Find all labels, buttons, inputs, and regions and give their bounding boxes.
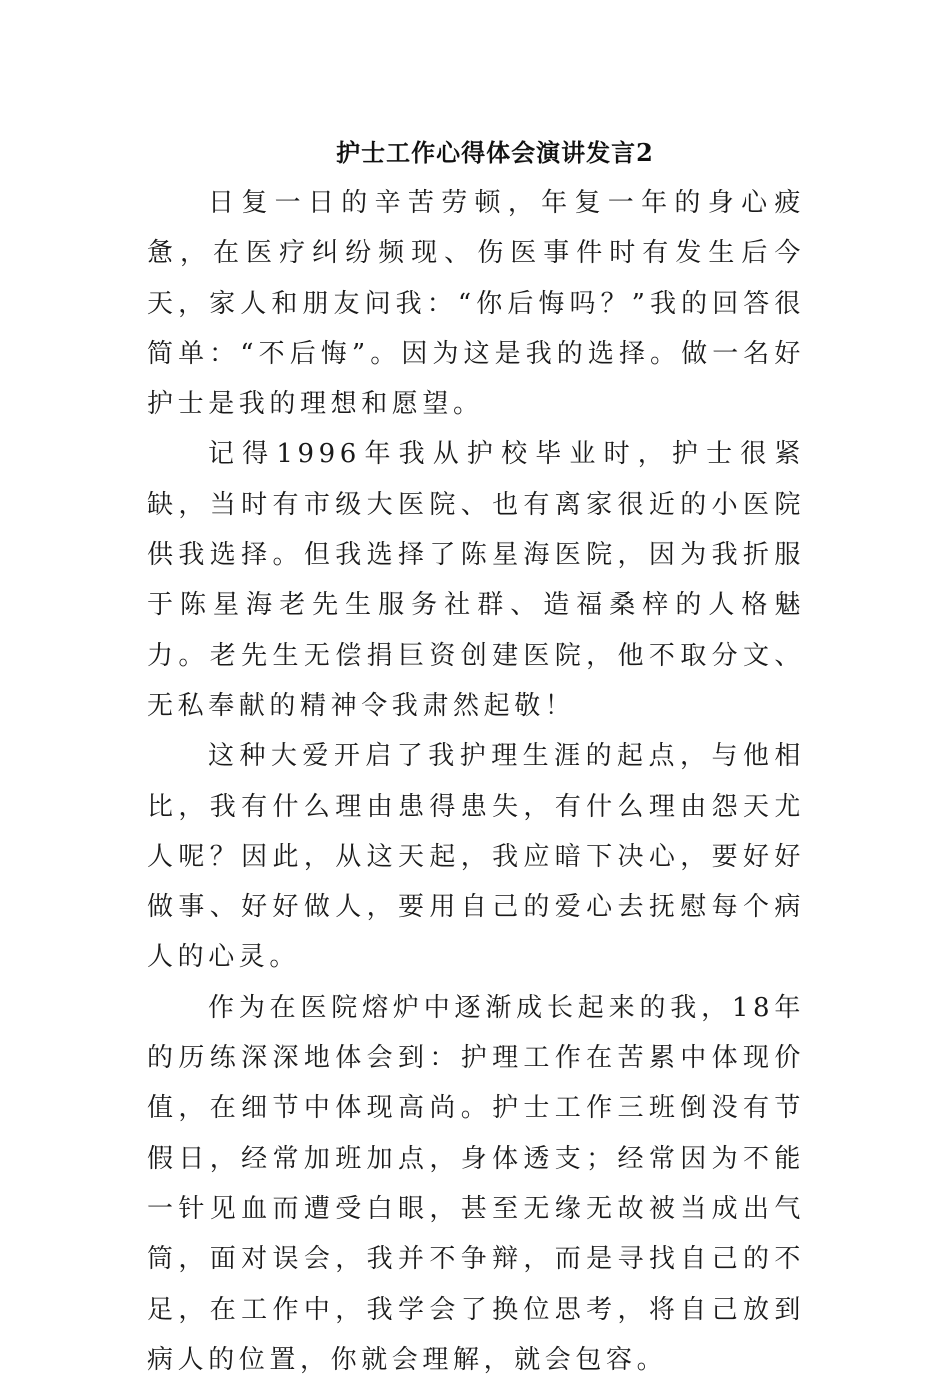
document-title: 护士工作心得体会演讲发言2 (336, 138, 654, 167)
paragraph-4: 作为在医院熔炉中逐渐成长起来的我，18年的历练深深地体会到：护理工作在苦累中体现价值，在细节中体现高尚。护士工作三班倒没有节假日，经常加班加点，身体透支；经常因为不能一针见血而遭受白眼，甚至无缘无故被当成出气筒，面对误会，我并不争辩，而是寻找自己的不足，在工作中，我学会了换位思考，将自己放到病人的位置，你就会理解，就会包容。 (147, 992, 805, 1375)
paragraph-3: 这种大爱开启了我护理生涯的起点，与他相比，我有什么理由患得患失，有什么理由怨天尤人呢？因此，从这天起，我应暗下决心，要好好做事、好好做人，要用自己的爱心去抚慰每个病人的心灵。 (147, 741, 805, 973)
paragraph-1: 日复一日的辛苦劳顿，年复一年的身心疲惫，在医疗纠纷频现、伤医事件时有发生后今天，家人和朋友问我：“你后悔吗？”我的回答很简单：“不后悔”。因为这是我的选择。做一名好护士是我的理想和愿望。 (147, 188, 805, 420)
document-body (147, 178, 805, 1385)
paragraph-2: 记得1996年我从护校毕业时，护士很紧缺，当时有市级大医院、也有离家很近的小医院供我选择。但我选择了陈星海医院，因为我折服于陈星海老先生服务社群、造福桑梓的人格魅力。老先生无偿捐巨资创建医院，他不取分文、无私奉献的精神令我肃然起敬！ (147, 439, 805, 721)
